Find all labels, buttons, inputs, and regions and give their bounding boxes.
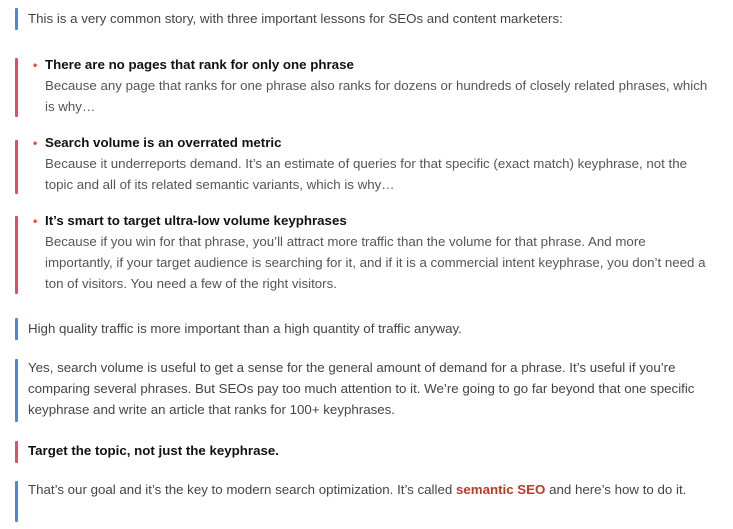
lesson-body-2: Because it underreports demand. It’s an estimate of queries for that specific (exact match) keyphrase, not the topic and all of its related semantic variants, which is why… xyxy=(45,156,688,192)
red-accent-bar xyxy=(15,216,18,294)
bullet-icon: • xyxy=(33,58,38,72)
closing-text-after: and here’s how to do it. xyxy=(545,482,687,497)
volume-note-block xyxy=(15,357,719,423)
bullet-icon: • xyxy=(33,214,38,228)
red-accent-bar xyxy=(15,58,18,117)
lesson-title-1: There are no pages that rank for only one phrase xyxy=(45,57,354,72)
intro-paragraph: This is a very common story, with three important lessons for SEOs and content marketers: xyxy=(28,11,563,26)
lesson-title-3: It’s smart to target ultra-low volume keyphrases xyxy=(45,213,347,228)
quality-note-block xyxy=(15,317,719,341)
bullet-icon: • xyxy=(33,136,38,150)
lesson-block-3 xyxy=(15,212,719,296)
lesson-item-1 xyxy=(33,56,719,118)
red-accent-bar xyxy=(15,441,18,463)
lesson-block-2 xyxy=(15,134,719,196)
closing-paragraph xyxy=(28,479,719,500)
closing-text-before: That’s our goal and it’s the key to modern search optimization. It’s called xyxy=(28,482,456,497)
lesson-item-3 xyxy=(33,212,719,296)
lesson-item-2 xyxy=(33,134,719,196)
lesson-body-1: Because any page that ranks for one phrase also ranks for dozens or hundreds of closely related phrases, which is why… xyxy=(45,78,708,114)
target-note-block xyxy=(15,439,719,465)
target-note: Target the topic, not just the keyphrase. xyxy=(28,443,279,458)
closing-block xyxy=(15,479,719,525)
blue-accent-bar xyxy=(15,8,18,30)
intro-block xyxy=(15,7,719,31)
red-accent-bar xyxy=(15,140,18,194)
lesson-body-3: Because if you win for that phrase, you’ll attract more traffic than the volume for that phrase. And more importantly, if your target audience is searching for it, and if it is a commercial intent keyphrase, you don’t need a ton of visitors. You need a few of the right visitors. xyxy=(45,234,706,291)
blue-accent-bar xyxy=(15,481,18,522)
blue-accent-bar xyxy=(15,359,18,422)
blue-accent-bar xyxy=(15,318,18,340)
lesson-title-2: Search volume is an overrated metric xyxy=(45,135,282,150)
quality-note: High quality traffic is more important than a high quantity of traffic anyway. xyxy=(28,321,462,336)
lesson-block-1 xyxy=(15,56,719,118)
semantic-seo-link[interactable]: semantic SEO xyxy=(455,482,546,497)
volume-note: Yes, search volume is useful to get a sense for the general amount of demand for a phrase. It’s useful if you’re comparing several phrases. But SEOs pay too much attention to it. We’re going to go far beyond that one specific keyphrase and write an article that ranks for 100+ keyphrases. xyxy=(28,360,695,417)
